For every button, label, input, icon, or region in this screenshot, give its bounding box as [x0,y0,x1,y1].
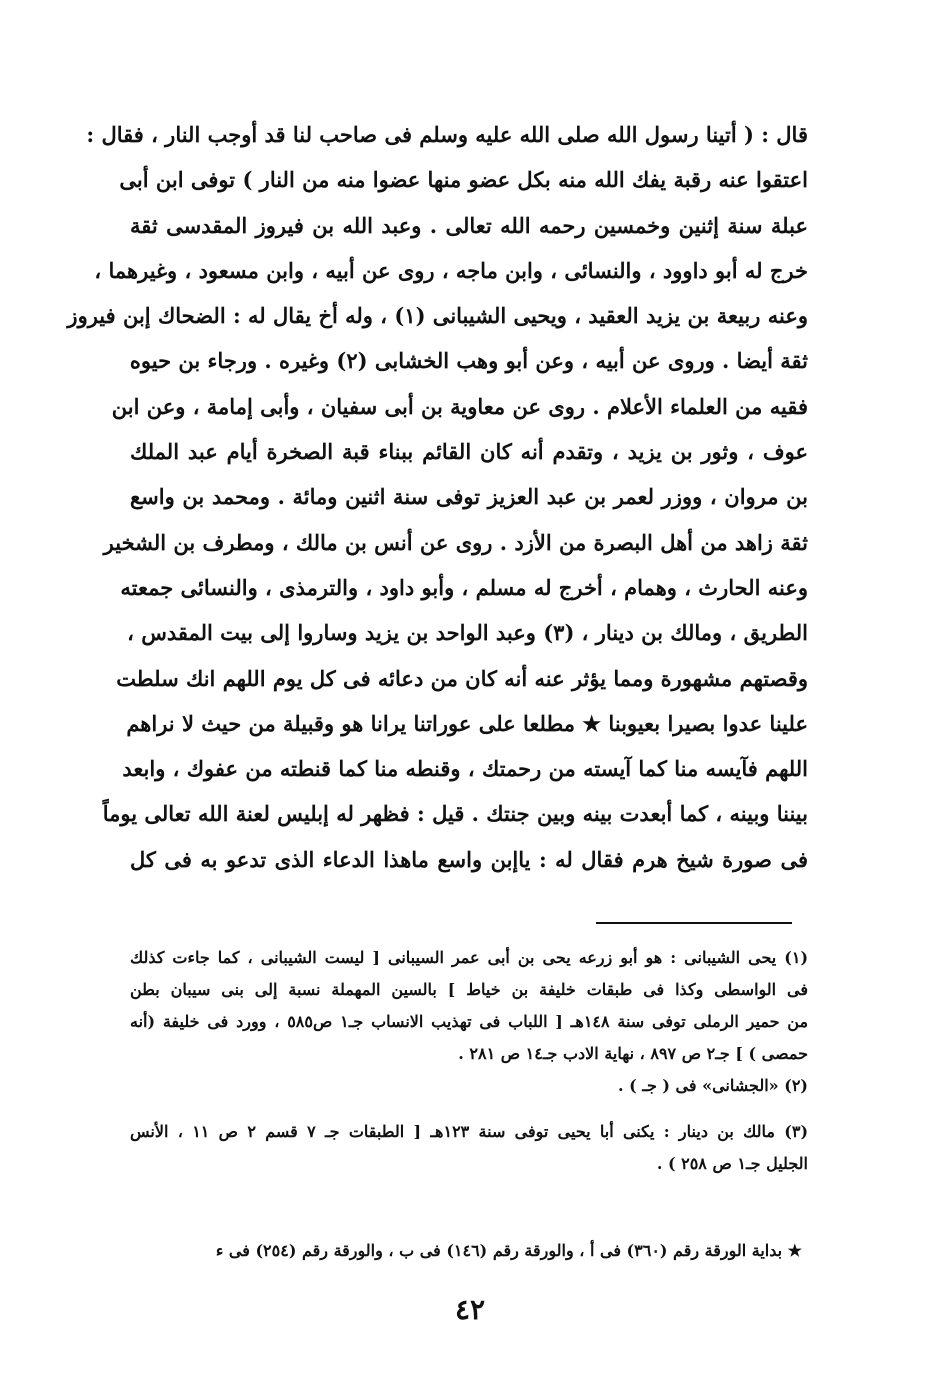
text-line: اللهم فآيسه منا كما آيسته من رحمتك ، وقنطه منا كما قنطته من عفوك ، وابعد [122,756,808,782]
text-line: ثقة زاهد من أهل البصرة من الأزد . روى عن أنس بن مالك ، ومطرف بن الشخير [103,529,808,555]
text-line: عبلة سنة إثنين وخمسين رحمه الله تعالى . وعبد الله بن فيروز المقدسى ثقة [130,212,808,238]
text-line: اعتقوا عنه رقبة يفك الله منه بكل عضو منها عضوا منه من النار ) توفى ابن أبى [119,167,808,193]
footnote-3-line: (٣) مالك بن دينار : يكنى أبا يحيى توفى سنة ١٢٣هـ [ الطبقات جـ ٧ قسم ٢ ص ١١ ، الأنس [130,1122,809,1141]
footnote-2-line: (٢) «الجشانى» فى ( جـ ) . [617,1076,808,1095]
text-line: وقصتهم مشهورة ومما يؤثر عنه أنه كان من دعائه فى كل يوم اللهم انك سلطت [116,665,808,691]
footnote-1-line: من حمير الرملى توفى سنة ١٤٨هـ [ اللباب فى تهذيب الانساب جـ١ ص٥٨٥ ، وورد فى خليفة (أنه [130,1012,809,1031]
footnote-1-line: حمصى ) ] جـ٢ ص ٨٩٧ ، نهاية الادب جـ١٤ ص ٢٨١ . [458,1044,808,1063]
text-line: عوف ، وثور بن يزيد ، وتقدم أنه كان القائم ببناء قبة الصخرة أيام عبد الملك [130,439,808,465]
text-line: الطريق ، ومالك بن دينار ، (٣) وعبد الواحد بن يزيد وساروا إلى بيت المقدس ، [127,620,808,646]
text-line: خرج له أبو داوود ، والنسائى ، وابن ماجه ، روى عن أبيه ، وابن مسعود ، وغيرهما ، [94,257,808,283]
text-line: ثقة أيضا . وروى عن أبيه ، وعن أبو وهب الخشابى (٢) وغيره . ورجاء بن حيوه [129,348,808,374]
footnote-3-line: الجليل جـ١ ص ٢٥٨ ) . [656,1154,808,1173]
footnote-separator [596,922,792,924]
text-line: فقيه من العلماء الأعلام . روى عن معاوية بن أبى سفيان ، وأبى إمامة ، وعن ابن [111,393,808,419]
text-line: وعنه ربيعة بن يزيد العقيد ، ويحيى الشيبانى (١) ، وله أخ يقال له : الضحاك إبن فيروز [67,303,808,329]
page-number: ٤٢ [454,1293,486,1326]
main-text-block [67,112,808,882]
text-line: وعنه الحارث ، وهمام ، أخرج له مسلم ، وأبو داود ، والترمذى ، والنسائى جمعته [120,574,808,600]
text-line: فى صورة شيخ هرم فقال له : ياإبن واسع ماهذا الدعاء الذى تدعو به فى كل [130,846,808,872]
text-line: علينا عدوا بصيرا بعيوبنا ★ مطلعا على عوراتنا يرانا هو وقبيلة من حيث لا نراهم [126,710,808,736]
footnote-1-line: (١) يحى الشيبانى : هو أبو زرعه يحى بن أبى عمر السيبانى [ ليست الشيبانى ، كما جاءت كذلك [130,948,809,967]
text-line: بن مروان ، ووزر لعمر بن عبد العزيز توفى سنة اثنين ومائة . ومحمد بن واسع [130,484,808,510]
footnote-1-line: فى الواسطى وكذا فى طبقات خليفة بن خياط ] بالسين المهملة نسبة إلى بنى سيبان بطن [130,980,809,999]
footnotes-block [130,942,808,1180]
text-line: قال : ( أتينا رسول الله صلى الله عليه وسلم فى صاحب لنا قد أوجب النار ، فقال : [86,122,808,147]
manuscript-folio-note: ★ بداية الورقة رقم (٣٦٠) فى أ ، والورقة رقم (١٤٦) فى ب ، والورقة رقم (٢٥٤) فى ء [215,1241,802,1260]
footnote-gap [130,1102,808,1116]
text-line: بيننا وبينه ، كما أبعدت بينه وبين جنتك . قيل : فظهر له إبليس لعنة الله تعالى يوماً [102,801,808,827]
